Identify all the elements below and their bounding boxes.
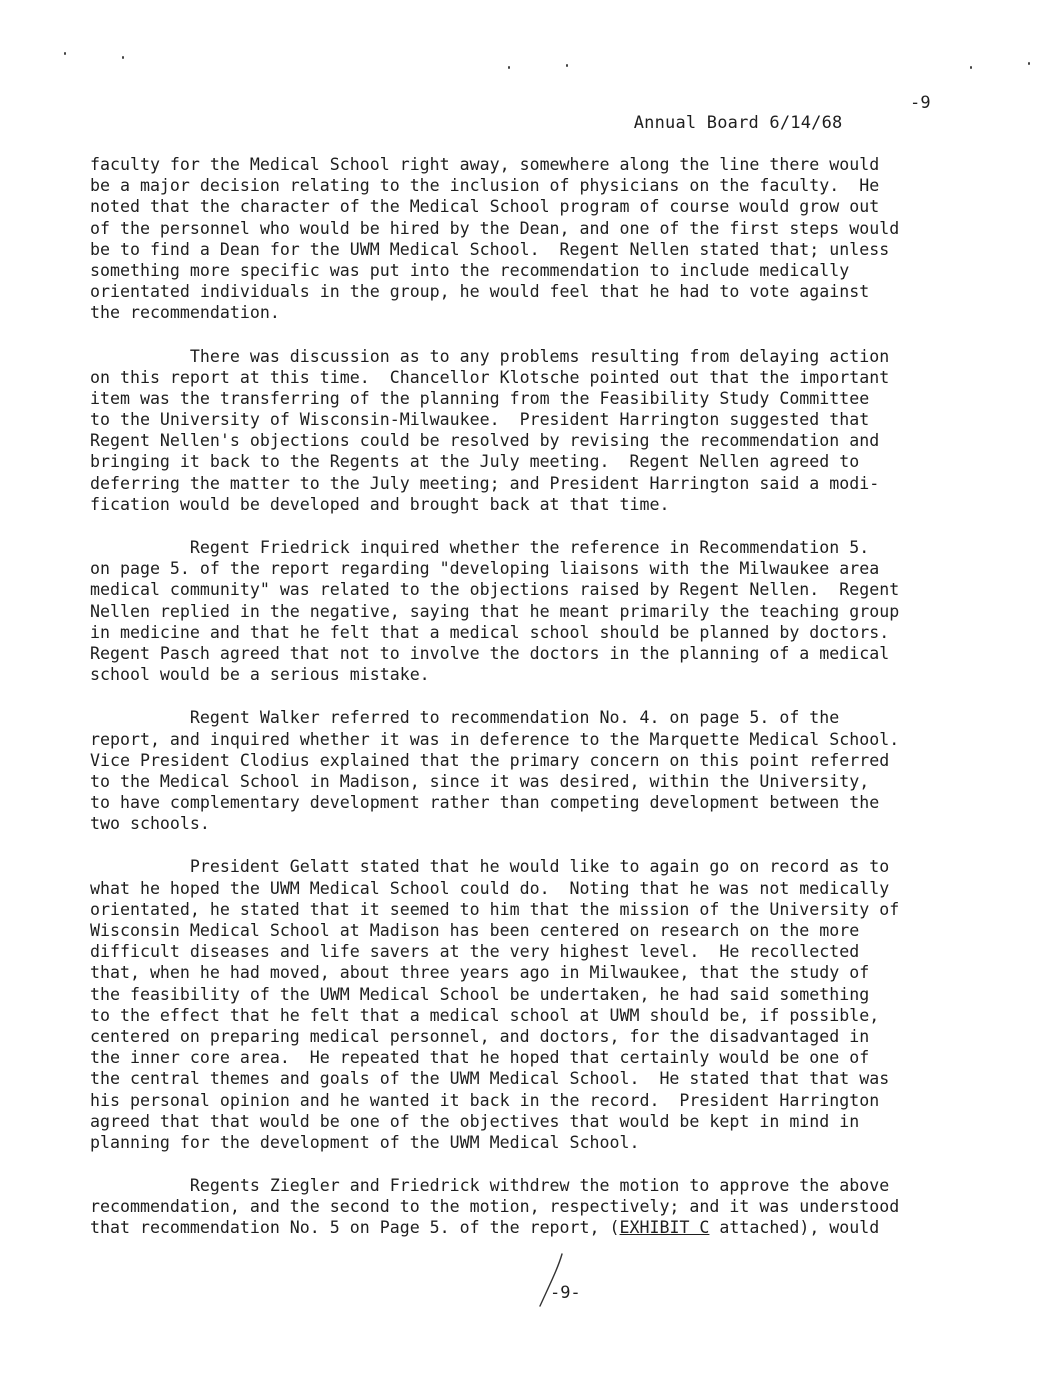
paragraph [90,1175,960,1239]
text-line: to the Medical School in Madison, since it was desired, within the University, [90,771,870,791]
text-line: two schools. [90,814,210,834]
text-line: in medicine and that he felt that a medical school should be planned by doctors. [90,622,890,642]
text-line: agreed that that would be one of the objectives that would be kept in mind in [90,1111,860,1131]
text-line: on page 5. of the report regarding "developing liaisons with the Milwaukee area [90,559,880,579]
paragraph [90,537,960,685]
text-line: difficult diseases and life savers at the very highest level. He recollected [90,942,860,962]
text-line: to the University of Wisconsin-Milwaukee. President Harrington suggested that [90,410,870,430]
text-line: Regent Friedrick inquired whether the reference in Recommendation 5. [90,538,870,557]
text-line: Regents Ziegler and Friedrick withdrew the motion to approve the above [90,1176,890,1196]
text-line: item was the transferring of the planning from the Feasibility Study Committee [90,388,870,408]
text-line: what he hoped the UWM Medical School could do. Noting that he was not medically [90,878,890,898]
text-line: centered on preparing medical personnel, and doctors, for the disadvantaged in [90,1026,870,1046]
text-line: to have complementary development rather than competing development between the [90,793,880,813]
text-line: that, when he had moved, about three years ago in Milwaukee, that the study of [90,963,870,983]
text-line: Regent Pasch agreed that not to involve the doctors in the planning of a medical [90,643,890,663]
text-line: medical community" was related to the objections raised by Regent Nellen. Regent [90,580,900,600]
text-segment: that recommendation No. 5 on Page 5. of the report, ( [90,1218,620,1238]
text-line: school would be a serious mistake. [90,665,430,685]
document-body [90,154,960,1261]
text-line: Regent Walker referred to recommendation No. 4. on page 5. of the [90,708,840,728]
scan-speck [566,64,568,67]
text-line: the central themes and goals of the UWM Medical School. He stated that that was [90,1069,890,1089]
text-line: his personal opinion and he wanted it back in the record. President Harrington [90,1090,880,1110]
text-line: Vice President Clodius explained that the primary concern on this point referred [90,750,890,770]
text-line: faculty for the Medical School right away, somewhere along the line there would [90,155,880,174]
text-line: to the effect that he felt that a medical school at UWM should be, if possible, [90,1005,880,1025]
paragraph [90,856,960,1153]
text-line: There was discussion as to any problems resulting from delaying action [90,346,890,366]
header-page-ref: -9 [910,93,931,113]
text-line: deferring the matter to the July meeting; and President Harrington said a modi- [90,473,880,493]
text-segment: attached), would [709,1218,880,1238]
text-line: fication would be developed and brought back at that time. [90,494,670,514]
paragraph [90,154,960,324]
exhibit-reference: EXHIBIT C [619,1218,710,1238]
paragraph [90,707,960,834]
paragraph [90,346,960,516]
scan-speck [508,66,510,69]
text-line: Nellen replied in the negative, saying that he meant primarily the teaching group [90,601,900,621]
text-line: Regent Nellen's objections could be resolved by revising the recommendation and [90,431,880,451]
text-line: be a major decision relating to the inclusion of physicians on the faculty. He [90,176,880,196]
footer-page-number: -9- [549,1283,581,1303]
text-line: something more specific was put into the recommendation to include medically [90,260,850,280]
text-line: the feasibility of the UWM Medical School be undertaken, he had said something [90,984,870,1004]
text-line: President Gelatt stated that he would like to again go on record as to [90,857,890,877]
text-line: be to find a Dean for the UWM Medical School. Regent Nellen stated that; unless [90,239,890,259]
text-line: the inner core area. He repeated that he hoped that certainly would be one of [90,1048,870,1068]
text-line: Wisconsin Medical School at Madison has been centered on research on the more [90,921,860,940]
text-line: bringing it back to the Regents at the July meeting. Regent Nellen agreed to [90,452,860,472]
scan-speck [122,56,124,59]
scan-speck [970,66,972,69]
scan-speck [64,52,66,55]
text-line: planning for the development of the UWM Medical School. [90,1132,640,1152]
scan-speck [1028,62,1030,65]
text-line [90,1217,960,1238]
text-line: orientated individuals in the group, he would feel that he had to vote against [90,282,870,302]
text-line: the recommendation. [90,303,280,323]
text-line: on this report at this time. Chancellor Klotsche pointed out that the important [90,367,890,387]
text-line: report, and inquired whether it was in deference to the Marquette Medical School. [90,729,900,749]
text-line: orientated, he stated that it seemed to him that the mission of the University of [90,899,900,919]
text-line: recommendation, and the second to the motion, respectively; and it was understood [90,1197,900,1217]
handwritten-slash-mark [532,1250,572,1310]
text-line: noted that the character of the Medical School program of course would grow out [90,197,880,217]
header-title: Annual Board 6/14/68 [633,113,843,133]
text-line: of the personnel who would be hired by the Dean, and one of the first steps would [90,218,900,238]
